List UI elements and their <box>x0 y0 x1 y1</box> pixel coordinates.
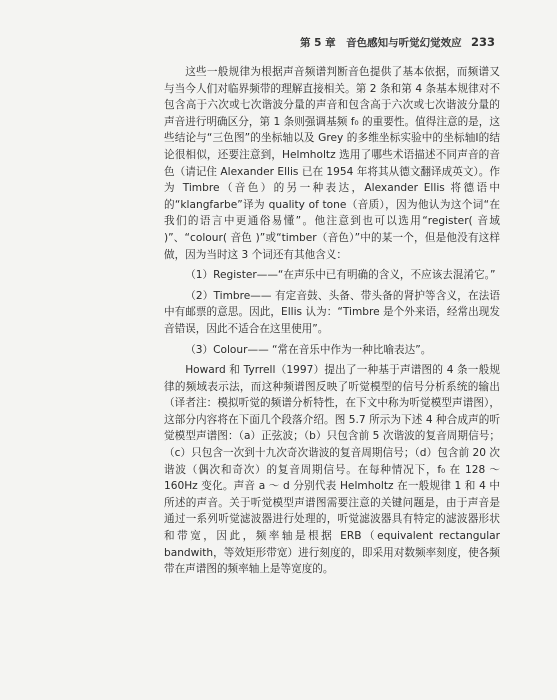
chapter-title: 第 5 章 音色感知与听觉幻觉效应 <box>300 37 462 49</box>
body-text <box>164 64 500 578</box>
paragraph-helmholtz-rules: 这些一般规律为根据声音频谱判断音色提供了基本依据，而频谱又与当今人们对临界频带的理解直接相关。第 2 条和第 4 条基本规律对不包含高于六次或七次谐波分量的声音和包含高于六次或七次谐波分量的声音进行明确区分，第 1 条则强调基频 f₀ 的重要性。值得注意的是，这些结论与“三色图”的坐标轴以及 Grey 的多维坐标实验中的坐标轴Ⅰ的结论很相似，还要注意到，Helmholtz 选用了哪些术语描述不同声音的音色（请记住 Alexander Ellis 已在 1954 年将其从德文翻译成英文）。作为 Timbre（音色）的另一种表达，Alexander Ellis 将德语中的“klangfarbe”译为 quality of tone（音质），因为他认为这个词“在我们的语言中更通俗易懂”。他注意到也可以选用“register( 音域 )”、“colour( 音色 )”或“timber（音色）”中的某一个，但是他没有这样做，因为当时这 3 个词还有其他含义： <box>164 66 500 261</box>
list-item-timbre: （2）Timbre—— 有定音鼓、头备、带头备的肾护等含义，在法语中有邮票的意思。因此，Ellis 认为：“Timbre 是个外来语，经常出现发音错误，因此不适合在这里使用”。 <box>164 289 500 335</box>
running-header <box>300 35 495 50</box>
list-item-colour: （3）Colour—— “常在音乐中作为一种比喻表达”。 <box>185 343 432 356</box>
list-item-register: （1）Register——“在声乐中已有明确的含义，不应该去混淆它。” <box>185 269 496 282</box>
page-number: 233 <box>470 35 495 49</box>
paragraph-howard-tyrrell: Howard 和 Tyrrell（1997）提出了一种基于声谱图的 4 条一般规律的频域表示法，而这种频谱图反映了听觉模型的信号分析系统的输出（译者注：模拟听觉的频谱分析特性，在下文中称为听觉模型声谱图），这部分内容将在下面几个段落介绍。图 5.7 所示为下述 4 种合成声的听觉模型声谱图：（a）正弦波；（b）只包含前 5 次谐波的复音周期信号；（c）只包含一次到十九次奇次谐波的复音周期信号；（d）包含前 20 次谐波（偶次和奇次）的复音周期信号。在每种情况下，f₀ 在 128 ～ 160Hz 变化。声音 a ～ d 分别代表 Helmholtz 在一般规律 1 和 4 中所述的声音。关于听觉模型声谱图需要注意的关键问题是，由于声音是通过一系列听觉滤波器进行处理的，听觉滤波器具有特定的滤波器形状和带宽，因此，频率轴是根据 ERB（equivalent rectangular bandwith，等效矩形带宽）进行刻度的，即采用对数频率刻度，使各频带在声谱图的频率轴上是等宽度的。 <box>164 364 500 576</box>
